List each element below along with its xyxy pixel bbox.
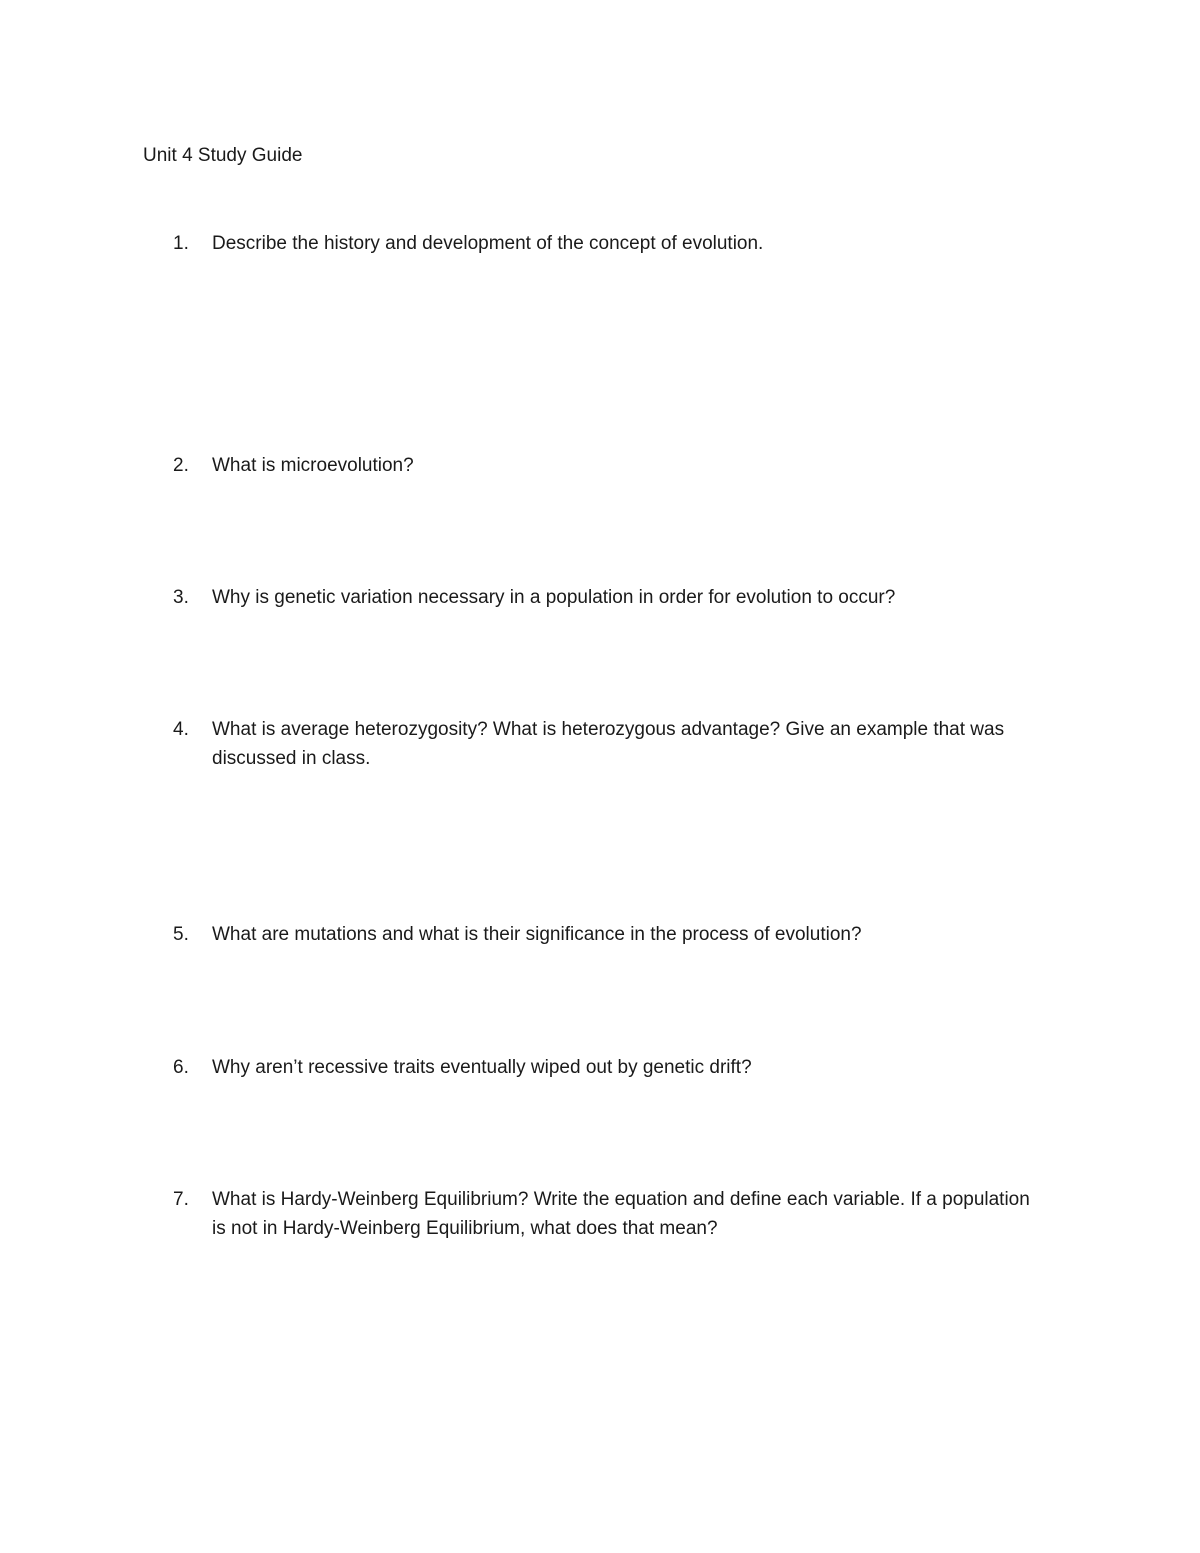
question-text: What is microevolution? — [212, 455, 414, 476]
question-number: 7. — [173, 1189, 189, 1210]
question-text: Describe the history and development of the concept of evolution. — [212, 233, 764, 254]
question-item — [143, 229, 1043, 258]
question-item — [143, 583, 1043, 612]
question-item — [143, 1185, 1043, 1243]
question-item — [143, 715, 1043, 773]
question-text: Why aren’t recessive traits eventually wiped out by genetic drift? — [212, 1057, 752, 1078]
question-number: 4. — [173, 719, 189, 740]
question-number: 3. — [173, 587, 189, 608]
question-number: 1. — [173, 233, 189, 254]
question-number: 5. — [173, 924, 189, 945]
question-text: Why is genetic variation necessary in a population in order for evolution to occur? — [212, 587, 896, 608]
question-item — [143, 1053, 1043, 1082]
question-item — [143, 920, 1043, 949]
question-number: 6. — [173, 1057, 189, 1078]
question-number: 2. — [173, 455, 189, 476]
question-text: What are mutations and what is their significance in the process of evolution? — [212, 924, 862, 945]
question-text: What is average heterozygosity? What is heterozygous advantage? Give an example that was discussed in class. — [212, 719, 1005, 769]
question-item — [143, 451, 1043, 480]
document-title: Unit 4 Study Guide — [143, 145, 303, 166]
question-text: What is Hardy-Weinberg Equilibrium? Write the equation and define each variable. If a population is not in Hardy-Weinberg Equilibrium, what does that mean? — [212, 1189, 1030, 1239]
